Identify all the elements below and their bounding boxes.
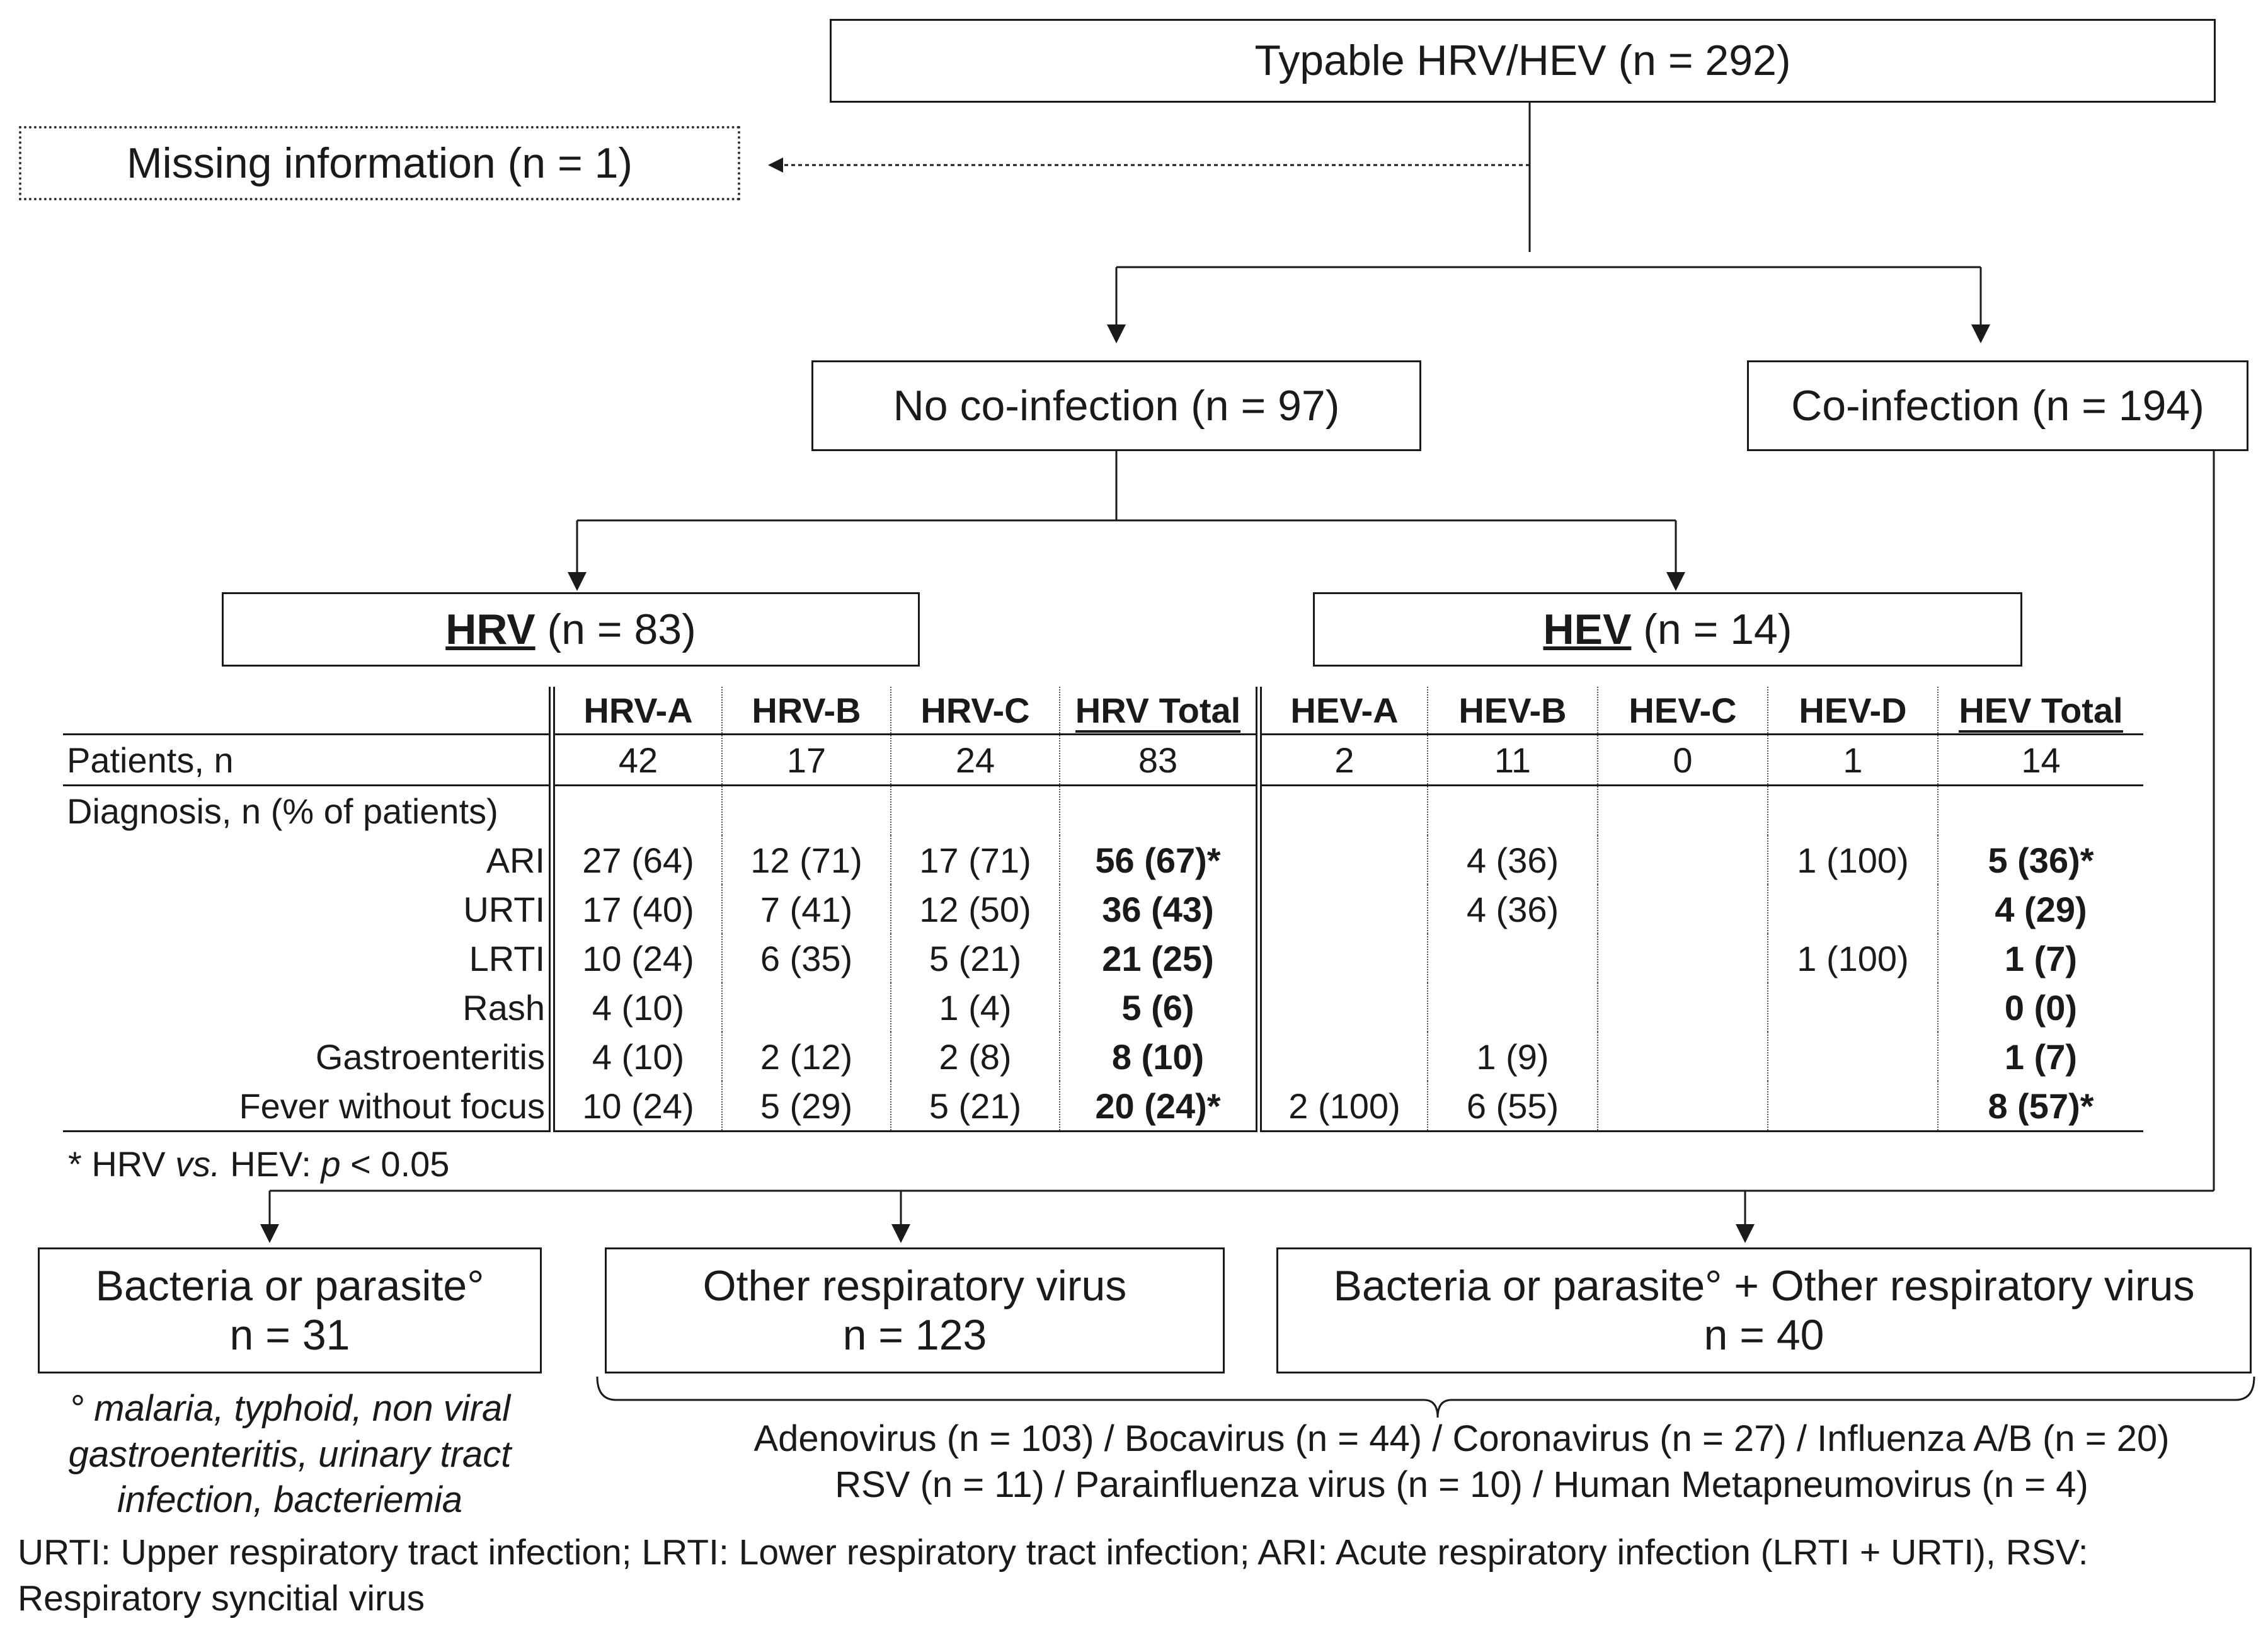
patients-row: [63, 735, 2143, 786]
table-cell: [1428, 934, 1598, 983]
patients-label: Patients, n: [63, 735, 552, 786]
table-cell: 8 (57)*: [1938, 1081, 2143, 1132]
header-total-label: HRV Total: [1075, 691, 1240, 733]
table-cell: 1 (100): [1768, 934, 1938, 983]
typable-label: Typable HRV/HEV (n = 292): [1254, 37, 1791, 85]
abbreviations-note: URTI: Upper respiratory tract infection; LRTI: Lower respiratory tract infection; ARI: Acute respiratory infection (LRTI + URTI), RSV: Respiratory syncitial virus: [18, 1532, 2088, 1619]
table-cell: 6 (55): [1428, 1081, 1598, 1132]
table-cell: [1598, 934, 1768, 983]
hev-name: HEV: [1543, 605, 1632, 653]
other-virus-count: n = 123: [842, 1311, 987, 1359]
table-cell: [1598, 1081, 1768, 1132]
table-cell: 1 (7): [1938, 934, 2143, 983]
diagnosis-row-label: Fever without focus: [63, 1081, 552, 1132]
no-coinfection-box: [811, 360, 1421, 451]
table-cell: 4 (10): [552, 983, 722, 1032]
subtype-table: [63, 687, 2143, 1132]
table-cell: [722, 983, 891, 1032]
both-count: n = 40: [1704, 1311, 1824, 1359]
header-cell: HRV-C: [891, 687, 1060, 735]
header-total-label: HEV Total: [1959, 691, 2122, 733]
table-cell: 17 (71): [891, 835, 1060, 885]
diagnosis-row-label: Gastroenteritis: [315, 1036, 545, 1077]
hrv-name: HRV: [445, 605, 536, 653]
patients-cell: 24: [891, 735, 1060, 786]
hev-count: (n = 14): [1631, 605, 1792, 653]
table-cell: 21 (25): [1060, 934, 1259, 983]
table-row: [63, 1081, 2143, 1132]
table-cell: [1768, 1081, 1938, 1132]
patients-cell: 42: [552, 735, 722, 786]
header-cell: [1060, 687, 1259, 735]
table-cell: [1598, 885, 1768, 934]
patients-cell: 2: [1259, 735, 1428, 786]
header-cell: [1938, 687, 2143, 735]
typable-box: [830, 19, 2216, 103]
table-cell: 5 (21): [891, 934, 1060, 983]
table-cell: 4 (36): [1428, 835, 1598, 885]
bacteria-title: Bacteria or parasite°: [95, 1261, 484, 1310]
patients-cell: 0: [1598, 735, 1768, 786]
table-cell: 2 (12): [722, 1032, 891, 1081]
header-cell: HRV-A: [552, 687, 722, 735]
table-cell: 5 (29): [722, 1081, 891, 1132]
table-cell: 5 (36)*: [1938, 835, 2143, 885]
coinfection-box: [1747, 360, 2248, 451]
patients-cell: 11: [1428, 735, 1598, 786]
table-cell: 7 (41): [722, 885, 891, 934]
other-virus-box: [605, 1247, 1225, 1373]
hrv-title: [445, 605, 696, 654]
table-cell: 2 (100): [1259, 1081, 1428, 1132]
missing-info-label: Missing information (n = 1): [126, 139, 633, 187]
virus-list: Adenovirus (n = 103) / Bocavirus (n = 44) / Coronavirus (n = 27) / Influenza A/B (n = 20) RSV (n = 11) / Parainfluenza virus (n = 10) / Human Metapneumovirus (n = 4): [753, 1418, 2170, 1505]
table-cell: [1768, 983, 1938, 1032]
table-cell: [1259, 835, 1428, 885]
both-title: Bacteria or parasite° + Other respiratory virus: [1333, 1261, 2195, 1310]
table-cell: 12 (71): [722, 835, 891, 885]
table-header-row: [63, 687, 2143, 735]
table-cell: 27 (64): [552, 835, 722, 885]
hev-title: [1544, 605, 1792, 654]
significance-footnote: * HRV vs. HEV: p < 0.05: [68, 1144, 450, 1184]
table-row: [63, 835, 2143, 885]
table-cell: 10 (24): [552, 1081, 722, 1132]
table-cell: [1768, 885, 1938, 934]
coinfection-label: Co-infection (n = 194): [1791, 381, 2204, 430]
patients-cell: 83: [1060, 735, 1259, 786]
table-cell: [1428, 983, 1598, 1032]
table-cell: 0 (0): [1938, 983, 2143, 1032]
table-cell: 8 (10): [1060, 1032, 1259, 1081]
table-cell: 17 (40): [552, 885, 722, 934]
table-cell: 1 (100): [1768, 835, 1938, 885]
bacteria-note: ° malaria, typhoid, non viral gastroenteritis, urinary tract infection, bacteriemia: [68, 1388, 512, 1520]
no-coinfection-label: No co-infection (n = 97): [893, 381, 1340, 430]
table-row: [63, 885, 2143, 934]
table-cell: 20 (24)*: [1060, 1081, 1259, 1132]
table-cell: 1 (7): [1938, 1032, 2143, 1081]
virus-brace: [597, 1377, 2254, 1418]
both-box: [1276, 1247, 2252, 1373]
diagnosis-row-label: Rash: [462, 987, 545, 1028]
hrv-box: [222, 592, 920, 667]
other-virus-title: Other respiratory virus: [702, 1261, 1127, 1310]
diagnosis-header-row: [63, 786, 2143, 836]
table-cell: 5 (6): [1060, 983, 1259, 1032]
hrv-count: (n = 83): [535, 605, 696, 653]
diagnosis-row-label: URTI: [463, 889, 545, 929]
header-cell: HEV-B: [1428, 687, 1598, 735]
table-cell: 12 (50): [891, 885, 1060, 934]
table-cell: [1259, 983, 1428, 1032]
table-cell: 1 (4): [891, 983, 1060, 1032]
diagnosis-row-label: LRTI: [469, 938, 545, 978]
table-cell: 5 (21): [891, 1081, 1060, 1132]
table-cell: 10 (24): [552, 934, 722, 983]
table-cell: [1768, 1032, 1938, 1081]
table-cell: 36 (43): [1060, 885, 1259, 934]
hev-box: [1313, 592, 2022, 667]
table-cell: [1598, 983, 1768, 1032]
table-cell: 4 (36): [1428, 885, 1598, 934]
table-cell: 2 (8): [891, 1032, 1060, 1081]
table-cell: [1598, 835, 1768, 885]
header-cell: HEV-A: [1259, 687, 1428, 735]
table-row: [63, 934, 2143, 983]
diagnosis-label: Diagnosis, n (% of patients): [67, 791, 498, 831]
header-cell: HRV-B: [722, 687, 891, 735]
table-cell: 4 (10): [552, 1032, 722, 1081]
patients-cell: 1: [1768, 735, 1938, 786]
bacteria-box: [38, 1247, 542, 1373]
table-cell: 6 (35): [722, 934, 891, 983]
table-cell: [1259, 885, 1428, 934]
bacteria-count: n = 31: [229, 1311, 350, 1359]
table-row: [63, 983, 2143, 1032]
table-cell: 4 (29): [1938, 885, 2143, 934]
diagnosis-row-label: ARI: [486, 840, 545, 880]
table-cell: [1259, 1032, 1428, 1081]
table-cell: 56 (67)*: [1060, 835, 1259, 885]
header-blank: [63, 687, 552, 735]
header-cell: HEV-C: [1598, 687, 1768, 735]
table-cell: 1 (9): [1428, 1032, 1598, 1081]
missing-info-box: [19, 126, 740, 200]
patients-cell: 14: [1938, 735, 2143, 786]
table-row: [63, 1032, 2143, 1081]
table-cell: [1598, 1032, 1768, 1081]
patients-cell: 17: [722, 735, 891, 786]
header-cell: HEV-D: [1768, 687, 1938, 735]
table-cell: [1259, 934, 1428, 983]
